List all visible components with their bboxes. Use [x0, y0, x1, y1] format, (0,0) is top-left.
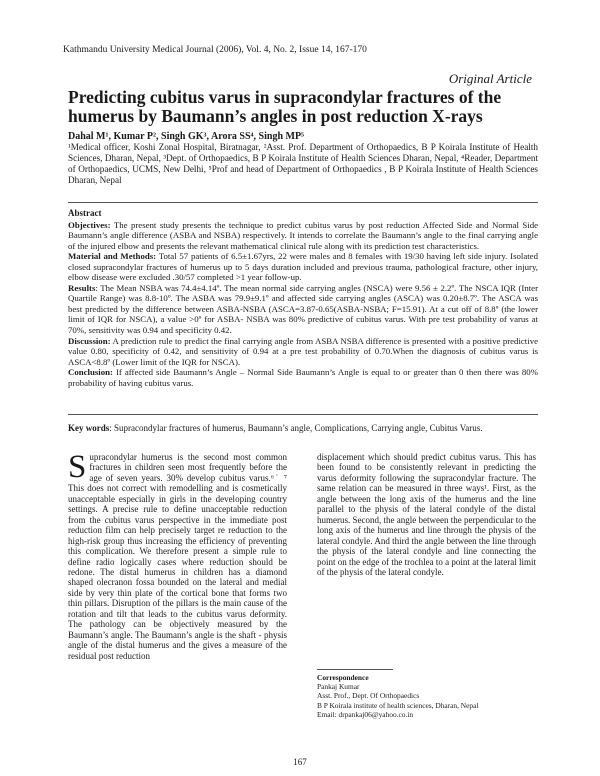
- body-text-left: upracondylar humerus is the second most common fractures in children seen most frequently before the age of seven years. 30% develop cubitus varus.⁶˙ ⁷ This does not correct with remodelling and is cosmetically unacceptable especially in girls in the developing country settings. A precise rule to define unacceptable reduction from the cubitus varus perspective in the immediate post reduction film can help precisely target re reduction to the high-risk group thus increasing the efficiency of preventing this complication. We therefore present a simple rule to define radio logically cases where reduction should be redone. The distal humerus in children has a diamond shaped olecranon fossa bounded on the lateral and medial side by very thin plate of the cortical bone that forms two thin pillars. Disruption of the pillars is the main cause of the rotation and tilt that leads to the cubitus varus deformity. The pathology can be objectively measured by the Baumann’s angle. The Baumann’s angle is the shaft - physis angle of the distal humerus and the gives a measure of the residual post reduction: [68, 452, 287, 661]
- correspondence-line: B P Koirala institute of health sciences, Dharan, Nepal: [317, 700, 479, 710]
- abstract-conclusion: Conclusion: If affected side Baumann’s Angle – Normal Side Baumann’s Angle is equal to or greater than 0 then there was 80% probability of having cubitus varus.: [68, 367, 538, 388]
- keywords-text: : Supracondylar fractures of humerus, Baumann’s angle, Complications, Carrying angle, Cubitus Varus.: [109, 423, 483, 433]
- abstract-methods: Material and Methods: Total 57 patients of 6.5±1.67yrs, 22 were males and 8 females with 19/30 having left side injury. Isolated closed supracondylar fractures of humerus up to 5 days duration included and previous trauma, pathological fracture, other injury, elbow disease were excluded .30/57 completed >1 year follow-up.: [68, 251, 538, 283]
- divider-bottom: [68, 414, 538, 415]
- affiliations: ¹Medical officer, Koshi Zonal Hospital, Biratnagar, ²Asst. Prof. Department of Orthopaedics, B P Koirala Institute of Health Sciences, Dharan, Nepal, ³Dept. of Orthopaedics, B P Koirala Institute of Health Sciences Dharan, Nepal, ⁴Reader, Department of Orthopaedics, UCMS, New Delhi, ⁵Prof and head of Department of Orthopaedics , B P Koirala Institute of Health Sciences Dharan, Nepal: [68, 142, 538, 185]
- abstract-block: [68, 208, 538, 388]
- article-type: Original Article: [448, 71, 532, 86]
- correspondence-heading: Correspondence: [317, 673, 369, 682]
- abstract-discussion: Discussion: A prediction rule to predict the final carrying angle from ASBA NSBA difference is presented with a positive predictive value 0.80, specificity of 0.42, and sensitivity of 0.94 at a pre test probability of 0.70.When the diagnosis of cubitus varus is ASCA<8.8º (Lower limit of the IQR for NSCA).: [68, 335, 538, 367]
- correspondence-line: Asst. Prof., Dept. Of Orthopaedics: [317, 691, 420, 701]
- correspondence-rule: [317, 669, 393, 670]
- correspondence-block: [317, 669, 536, 719]
- body-column-left: [68, 449, 287, 661]
- keywords: [68, 423, 538, 433]
- correspondence-line: Pankaj Kumar: [317, 682, 360, 692]
- body-column-right: [317, 452, 536, 577]
- abstract-objectives: Objectives: The present study presents the technique to predict cubitus varus by post reduction Affected Side and Normal Side Baumann’s angle difference (ASBA and NSBA) respectively. It intends to correlate the Baumann’s angle to the final carrying angle of the injured elbow and presents the relevant mathematical clinical rule along with its prediction test characteristics.: [68, 219, 538, 251]
- author-list: Dahal M¹, Kumar P², Singh GK³, Arora SS⁴, Singh MP⁵: [68, 131, 305, 142]
- page-number: 167: [293, 757, 307, 767]
- paper-title: Predicting cubitus varus in supracondylar fractures of the humerus by Baumann’s angles in post reduction X-rays: [68, 87, 502, 126]
- body-text-right: displacement which should predict cubitus varus. This has been found to be consistently relevant in predicting the varus deformity following the supracondylar fracture. The same relation can be measured in three ways¹. First, as the angle between the long axis of the humerus and the line parallel to the physis of the lateral condyle of the distal humerus. Second, the angle between the perpendicular to the long axis of the humerus and line through the physis of the lateral condyle. And third the angle between the line through the physis of the lateral condyle and line connecting the point on the edge of the trochlea to a point at the lateral limit of the physis of the lateral condyle.: [317, 452, 536, 577]
- keywords-label: Key words: [68, 423, 110, 433]
- journal-citation: Kathmandu University Medical Journal (2006), Vol. 4, No. 2, Issue 14, 167-170: [63, 45, 367, 55]
- drop-cap: S: [68, 449, 87, 485]
- abstract-results: Results: The Mean NSBA was 74.4±4.14º. The mean normal side carrying angles (NSCA) were 9.56 ± 2.2º. The NSCA IQR (Inter Quartile Range) was 8.8-10º. The ASBA was 79.9±9.1º and affected side carrying angles (ASCA) was 0.20±8.7º. The ASCA was best predicted by the difference between ASBA-NSBA (ASCA=3.87-0.65(ASBA-NSBA; F=15.91). At a cut off of 8.8º (the lower limit of IQR for NSCA), a value >0º for ASBA- NSBA was 80% predictive of cubitus varus. With pre test probability of varus at 70%, sensitivity was 0.94 and specificity 0.42.: [68, 282, 538, 336]
- divider-top: [68, 202, 538, 203]
- correspondence-email: Email: drpankaj06@yahoo.co.in: [317, 709, 414, 719]
- abstract-heading: Abstract: [68, 208, 102, 218]
